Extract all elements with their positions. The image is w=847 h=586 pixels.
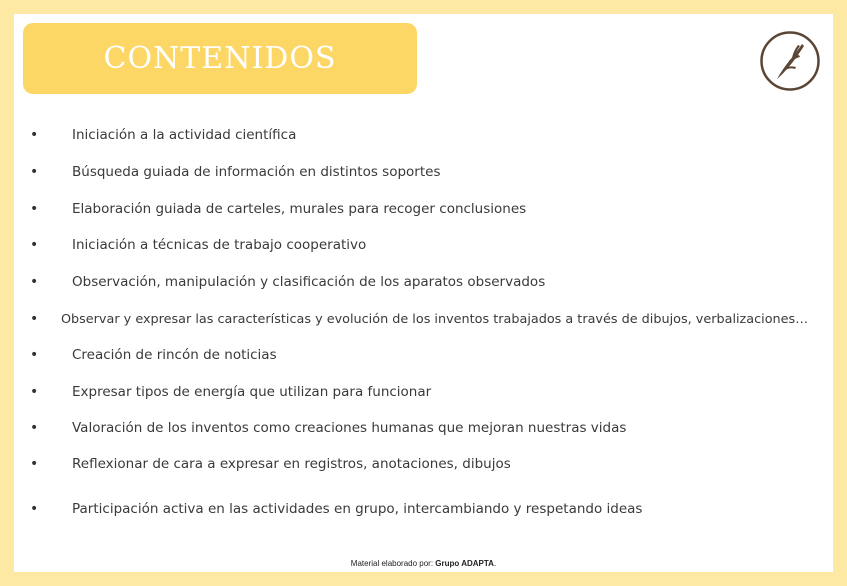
list-item-text: Expresar tipos de energía que utilizan para funcionar [72, 384, 432, 400]
footer-author: Grupo ADAPTA [435, 559, 494, 568]
list-item [28, 453, 808, 475]
credits-footer [14, 559, 833, 568]
bullet: • [30, 347, 39, 363]
bullet: • [30, 237, 39, 253]
list-item [28, 198, 808, 220]
list-item [28, 498, 808, 520]
list-item [28, 381, 808, 403]
bullet: • [30, 311, 39, 327]
bullet: • [30, 420, 39, 436]
bullet: • [30, 201, 39, 217]
list-item-text: Valoración de los inventos como creaciones humanas que mejoran nuestras vidas [72, 420, 627, 436]
bullet: • [30, 456, 39, 472]
list-item [28, 417, 808, 439]
title-banner [23, 23, 417, 94]
list-item-text: Iniciación a técnicas de trabajo cooperativo [72, 237, 367, 253]
paintbrush-logo-icon [759, 30, 821, 92]
list-item [28, 308, 808, 330]
list-item-text: Observación, manipulación y clasificación de los aparatos observados [72, 274, 546, 290]
list-item-text: Búsqueda guiada de información en distintos soportes [72, 164, 441, 180]
bullet: • [30, 384, 39, 400]
footer-suffix: . [493, 559, 497, 568]
list-item-text: Observar y expresar las características y evolución de los inventos trabajados a través de dibujos, verbalizaciones… [60, 311, 808, 327]
bullet: • [30, 164, 39, 180]
list-item [28, 234, 808, 256]
list-item [28, 124, 808, 146]
bullet: • [30, 127, 39, 143]
page-title: CONTENIDOS [103, 41, 337, 76]
list-item [28, 344, 808, 366]
bullet: • [30, 274, 39, 290]
list-item [28, 271, 808, 293]
list-item-text: Iniciación a la actividad científica [72, 127, 297, 143]
list-item-text: Elaboración guiada de carteles, murales para recoger conclusiones [72, 201, 527, 217]
list-item-text: Reflexionar de cara a expresar en registros, anotaciones, dibujos [72, 456, 511, 472]
footer-prefix: Material elaborado por: [350, 559, 436, 568]
list-item-text: Participación activa en las actividades en grupo, intercambiando y respetando ideas [72, 501, 643, 517]
slide-page [14, 14, 833, 572]
bullet: • [30, 501, 39, 517]
list-item [28, 161, 808, 183]
list-item-text: Creación de rincón de noticias [72, 347, 277, 363]
